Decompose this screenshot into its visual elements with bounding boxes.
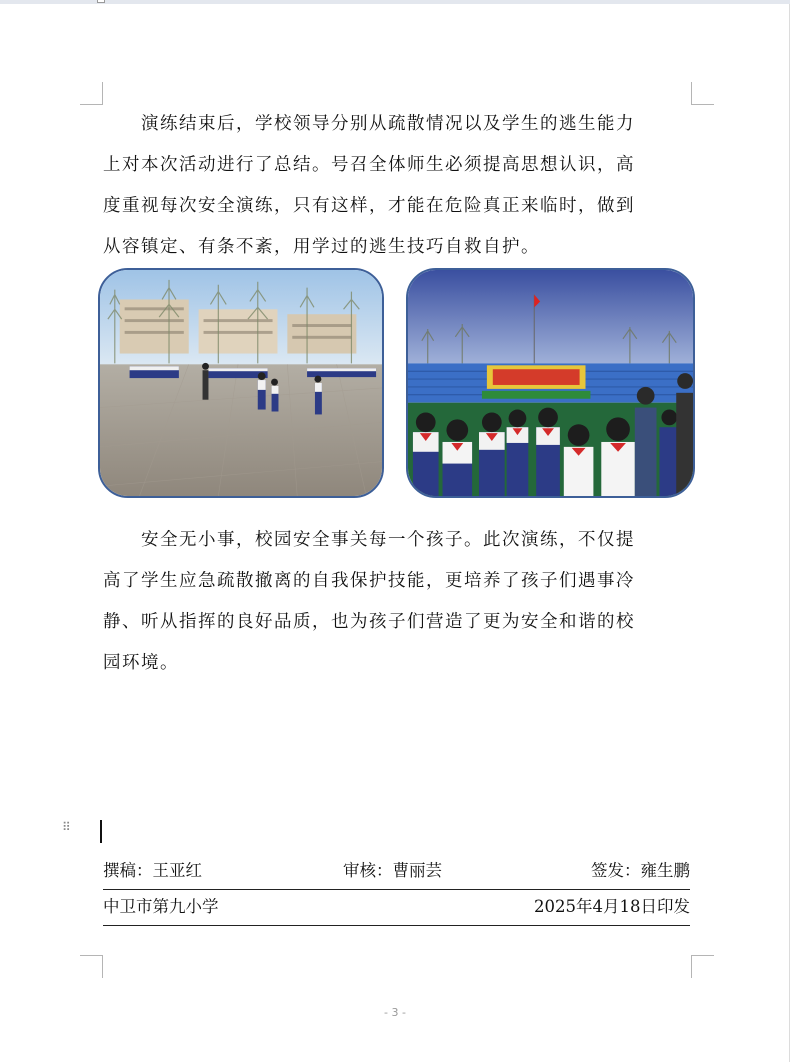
signature-row (103, 853, 690, 890)
drag-handle-icon[interactable]: ⠿ (62, 820, 71, 834)
paragraph-conclusion (103, 520, 663, 684)
text-line: 园环境。 (103, 653, 179, 673)
issue-date: 2025年4月18日印发 (534, 897, 690, 916)
issuer-credit: 签发：雍生鹏 (591, 861, 690, 880)
page-number: - 3 - (384, 1006, 406, 1019)
school-name: 中卫市第九小学 (103, 897, 219, 916)
photo-assembly-students (406, 268, 695, 498)
crop-mark-bottom-right (691, 955, 714, 978)
text-cursor[interactable] (100, 820, 102, 843)
photo-schoolyard-drill (98, 268, 384, 498)
text-line: 演练结束后，学校领导分别从疏散情况以及学生的逃生能力 (103, 114, 635, 134)
photo-assembly-image (408, 270, 693, 496)
text-line: 安全无小事，校园安全事关每一个孩子。此次演练，不仅提 (103, 530, 635, 550)
text-line: 度重视每次安全演练，只有这样，才能在危险真正来临时，做到 (103, 196, 635, 216)
crop-mark-top-right (691, 82, 714, 105)
reviewer-credit: 审核：曹丽芸 (343, 861, 442, 880)
page-marker (97, 0, 105, 3)
publisher-row (103, 889, 690, 926)
text-line: 从容镇定、有条不紊，用学过的逃生技巧自救自护。 (103, 237, 540, 257)
text-line: 高了学生应急疏散撤离的自我保护技能，更培养了孩子们遇事冷 (103, 571, 635, 591)
paragraph-summary (103, 104, 663, 268)
crop-mark-bottom-left (80, 955, 103, 978)
text-line: 静、听从指挥的良好品质，也为孩子们营造了更为安全和谐的校 (103, 612, 635, 632)
author-credit: 撰稿：王亚红 (103, 861, 202, 880)
crop-mark-top-left (80, 82, 103, 105)
text-line: 上对本次活动进行了总结。号召全体师生必须提高思想认识，高 (103, 155, 635, 175)
photo-schoolyard-image (100, 270, 382, 496)
top-toolbar-strip (0, 0, 790, 4)
